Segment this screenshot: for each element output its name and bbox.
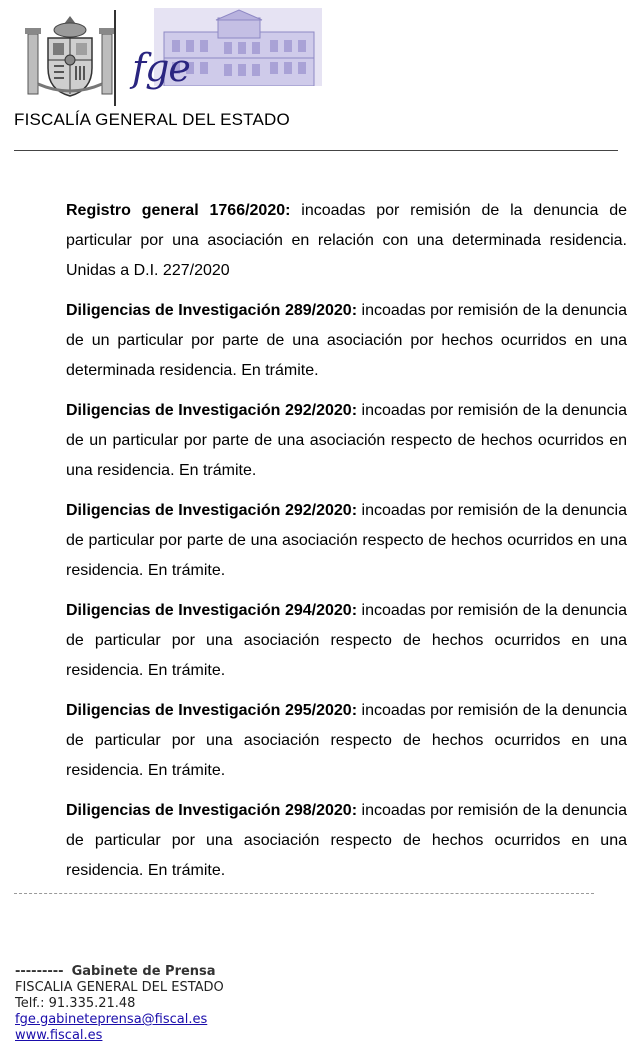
press-office-footer xyxy=(15,964,224,1044)
footer-office: Gabinete de Prensa xyxy=(71,964,216,979)
footer-dashes: --------- xyxy=(15,964,64,979)
case-reference: Diligencias de Investigación 295/2020: xyxy=(66,702,358,719)
case-reference: Diligencias de Investigación 292/2020: xyxy=(66,502,358,519)
footer-phone: Telf.: 91.335.21.48 xyxy=(15,996,136,1011)
case-reference: Diligencias de Investigación 289/2020: xyxy=(66,302,358,319)
case-entry xyxy=(66,396,627,486)
footer-organization: FISCALIA GENERAL DEL ESTADO xyxy=(15,980,224,995)
case-entry xyxy=(66,296,627,386)
case-entry xyxy=(66,196,627,286)
case-description: incoadas por remisión de la denuncia de particular por una asociación respecto de hechos ocurridos en una residencia. En trámite. xyxy=(66,702,627,779)
fge-logo: fge xyxy=(132,46,190,90)
footer-office-line xyxy=(15,964,224,980)
case-description: incoadas por remisión de la denuncia de particular por una asociación respecto de hechos ocurridos en una residencia. En trámite. xyxy=(66,802,627,879)
footer-website-link[interactable]: www.fiscal.es xyxy=(15,1028,103,1043)
case-reference: Diligencias de Investigación 298/2020: xyxy=(66,802,358,819)
header-rule xyxy=(14,150,618,151)
case-list xyxy=(66,196,627,896)
letterhead-divider xyxy=(114,10,116,106)
coat-of-arms-icon xyxy=(24,14,116,102)
organization-title: FISCALÍA GENERAL DEL ESTADO xyxy=(14,110,290,129)
case-description: incoadas por remisión de la denuncia de un particular por parte de una asociación respecto de hechos ocurridos en una residencia. En trámite. xyxy=(66,402,627,479)
case-description: incoadas por remisión de la denuncia de particular por una asociación en relación con una determinada residencia. Unidas a D.I. 227/2020 xyxy=(66,202,627,279)
case-entry xyxy=(66,696,627,786)
case-description: incoadas por remisión de la denuncia de particular por parte de una asociación respecto de hechos ocurridos en una residencia. En trámite. xyxy=(66,502,627,579)
case-entry xyxy=(66,596,627,686)
case-description: incoadas por remisión de la denuncia de particular por una asociación respecto de hechos ocurridos en una residencia. En trámite. xyxy=(66,602,627,679)
letterhead xyxy=(14,6,326,110)
case-description: incoadas por remisión de la denuncia de un particular por parte de una asociación por hechos ocurridos en una determinada residencia. En trámite. xyxy=(66,302,627,379)
footer-email-link[interactable]: fge.gabineteprensa@fiscal.es xyxy=(15,1012,208,1027)
case-reference: Registro general 1766/2020: xyxy=(66,202,291,219)
case-reference: Diligencias de Investigación 294/2020: xyxy=(66,602,358,619)
case-entry xyxy=(66,496,627,586)
case-entry xyxy=(66,796,627,886)
case-reference: Diligencias de Investigación 292/2020: xyxy=(66,402,358,419)
content-end-rule xyxy=(14,893,594,894)
